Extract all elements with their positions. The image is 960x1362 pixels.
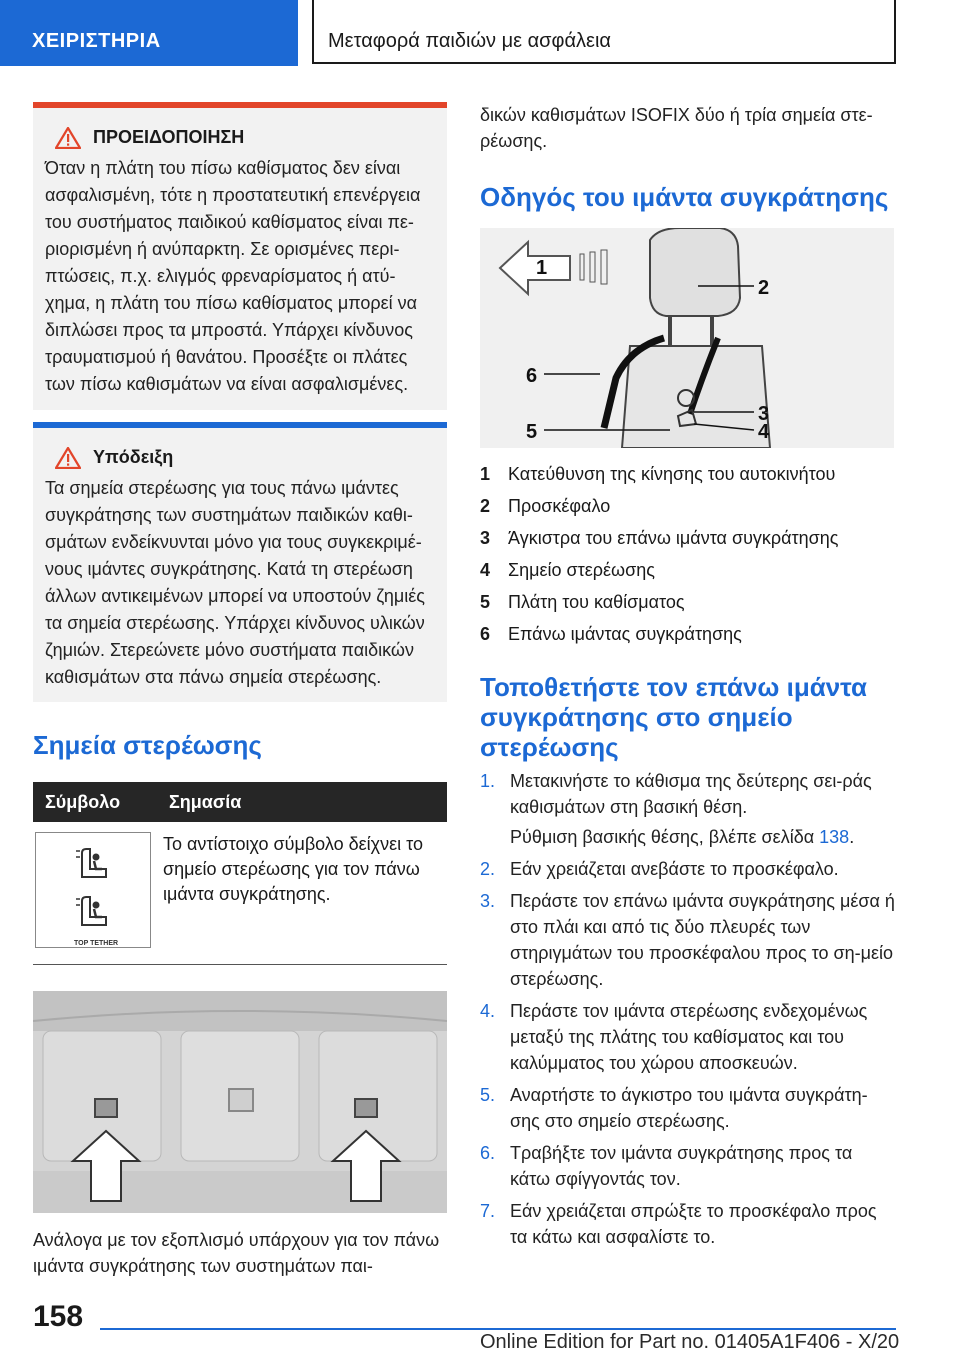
symbol-table — [33, 782, 447, 965]
list-item: 2 Προσκέφαλο — [480, 495, 611, 516]
note-box — [33, 422, 447, 702]
section-tab — [0, 0, 298, 66]
list-item: 7. Εάν χρειάζεται σπρώξτε το προσκέφαλο προς τα κάτω και ασφαλίστε το. — [480, 1201, 877, 1247]
note-triangle-icon — [55, 447, 81, 469]
table-header-row — [33, 782, 447, 822]
warning-title: ΠΡΟΕΙΔΟΠΟΙΗΣΗ — [93, 127, 245, 147]
callout-4: 4 — [758, 421, 770, 443]
section-title: ΧΕΙΡΙΣΤΗΡΙΑ — [32, 30, 161, 52]
chapter-tab — [312, 0, 896, 64]
list-item: 1. Μετακινήστε το κάθισμα της δεύτερης σει-ράς καθισμάτων στη βασική θέση. Ρύθμιση βασικής θέσης, βλέπε σελίδα 138. — [480, 771, 872, 847]
list-item: 3. Περάστε τον επάνω ιμάντα συγκράτησης μέσα ή στο πλάι και από τις δύο πλευρές των στηριγμάτων του προσκέφαλου προς το ση-μείο στερέωσης. — [480, 891, 895, 989]
callout-2: 2 — [758, 277, 770, 299]
list-item: 1 Κατεύθυνση της κίνησης του αυτοκινήτου — [480, 463, 836, 484]
page-number: 158 — [33, 1300, 84, 1333]
callout-1: 1 — [536, 257, 548, 279]
list-item: 4 Σημείο στερέωσης — [480, 559, 655, 580]
diagram-legend — [480, 458, 896, 650]
symbol-meaning: Το αντίστοιχο σύμβολο δείχνει το σημείο στερέωσης για τον πάνω ιμάντα συγκράτησης. — [163, 834, 423, 904]
list-item: 4. Περάστε τον ιμάντα στερέωσης ενδεχομένως μεταξύ της πλάτης του καθίσματος και του καλύμματος του χώρου αποσκευών. — [480, 1001, 868, 1073]
headrest-diagram — [480, 228, 894, 448]
warning-triangle-icon — [55, 127, 81, 149]
chapter-title: Μεταφορά παιδιών με ασφάλεια — [328, 30, 611, 52]
symbol-label: TOP TETHER — [74, 940, 119, 947]
footer-divider — [100, 1328, 896, 1330]
list-item: 2. Εάν χρειάζεται ανεβάστε το προσκέφαλο. — [480, 859, 839, 879]
table-header-meaning: Σημασία — [157, 782, 447, 822]
note-text: Τα σημεία στερέωσης για τους πάνω ιμάντες συγκράτησης των συστημάτων παιδικών καθι-σμάτων ενδείκνυνται μόνο για τους συγκεκριμέ-νους ιμάντες συγκράτησης. Κατά τη στερέωση άλλων αντικειμένων μπορεί να υποστούν ζημιές τα σημεία στερέωσης. Υπάρχει κίνδυνος υλικών ζημιών. Στερεώνετε μόνο συστήματα παιδικών καθισμάτων στα πάνω σημεία στερέωσης. — [45, 478, 425, 687]
table-row — [33, 822, 447, 965]
note-title: Υπόδειξη — [93, 447, 174, 467]
page-link[interactable]: 138 — [819, 827, 850, 847]
top-tether-symbol — [35, 832, 151, 948]
seatback-photo — [33, 991, 447, 1213]
page-header — [0, 0, 960, 66]
table-header-symbol: Σύμβολο — [33, 782, 157, 822]
footer-edition: Online Edition for Part no. 01405A1F406 - X/20 — [480, 1331, 900, 1353]
direction-arrow-icon — [500, 242, 570, 294]
install-heading: Τοποθετήστε τον επάνω ιμάντα συγκράτησης στο σημείο στερέωσης — [480, 672, 868, 762]
callout-3: 3 — [758, 403, 770, 425]
list-item: 5. Αναρτήστε το άγκιστρο του ιμάντα συγκράτη-σης στο σημείο στερέωσης. — [480, 1085, 868, 1131]
intro-text: δικών καθισμάτων ISOFIX δύο ή τρία σημεία στε-ρέωσης. — [480, 105, 873, 151]
guide-heading: Οδηγός του ιμάντα συγκράτησης — [480, 182, 889, 212]
list-item: 6. Τραβήξτε τον ιμάντα συγκράτησης προς τα κάτω σφίγγοντάς τον. — [480, 1143, 853, 1189]
install-steps — [480, 768, 896, 1250]
warning-text: Όταν η πλάτη του πίσω καθίσματος δεν είναι ασφαλισμένη, τότε η προστατευτική επενέργεια του συστήματος παιδικού καθίσματος είναι πε-ριορισμένη ή ανύπαρκτη. Σε ορισμένες περι-πτώσεις, π.χ. ελιγμός φρεναρίσματος ή ατύ-χημα, η πλάτη του πίσω καθίσματος μπορεί να διπλώσει προς τα μπροστά. Υπάρχει κίνδυνος τραυματισμού ή θανάτου. Προσέξτε οι πλάτες των πίσω καθισμάτων να είναι ασφαλισμένες. — [45, 158, 421, 394]
anchor-heading: Σημεία στερέωσης — [33, 730, 262, 760]
callout-6: 6 — [526, 365, 538, 387]
left-column — [33, 102, 447, 1279]
photo-caption: Ανάλογα με τον εξοπλισμό υπάρχουν για τον πάνω ιμάντα συγκράτησης των συστημάτων παι- — [33, 1230, 440, 1276]
child-seat-icon — [74, 895, 114, 929]
list-item: 5 Πλάτη του καθίσματος — [480, 591, 685, 612]
callout-5: 5 — [526, 421, 538, 443]
list-item: 3 Άγκιστρα του επάνω ιμάντα συγκράτησης — [480, 527, 839, 548]
child-seat-icon — [74, 847, 114, 881]
right-column — [480, 102, 896, 1256]
warning-box — [33, 102, 447, 410]
list-item: 6 Επάνω ιμάντας συγκράτησης — [480, 623, 742, 644]
